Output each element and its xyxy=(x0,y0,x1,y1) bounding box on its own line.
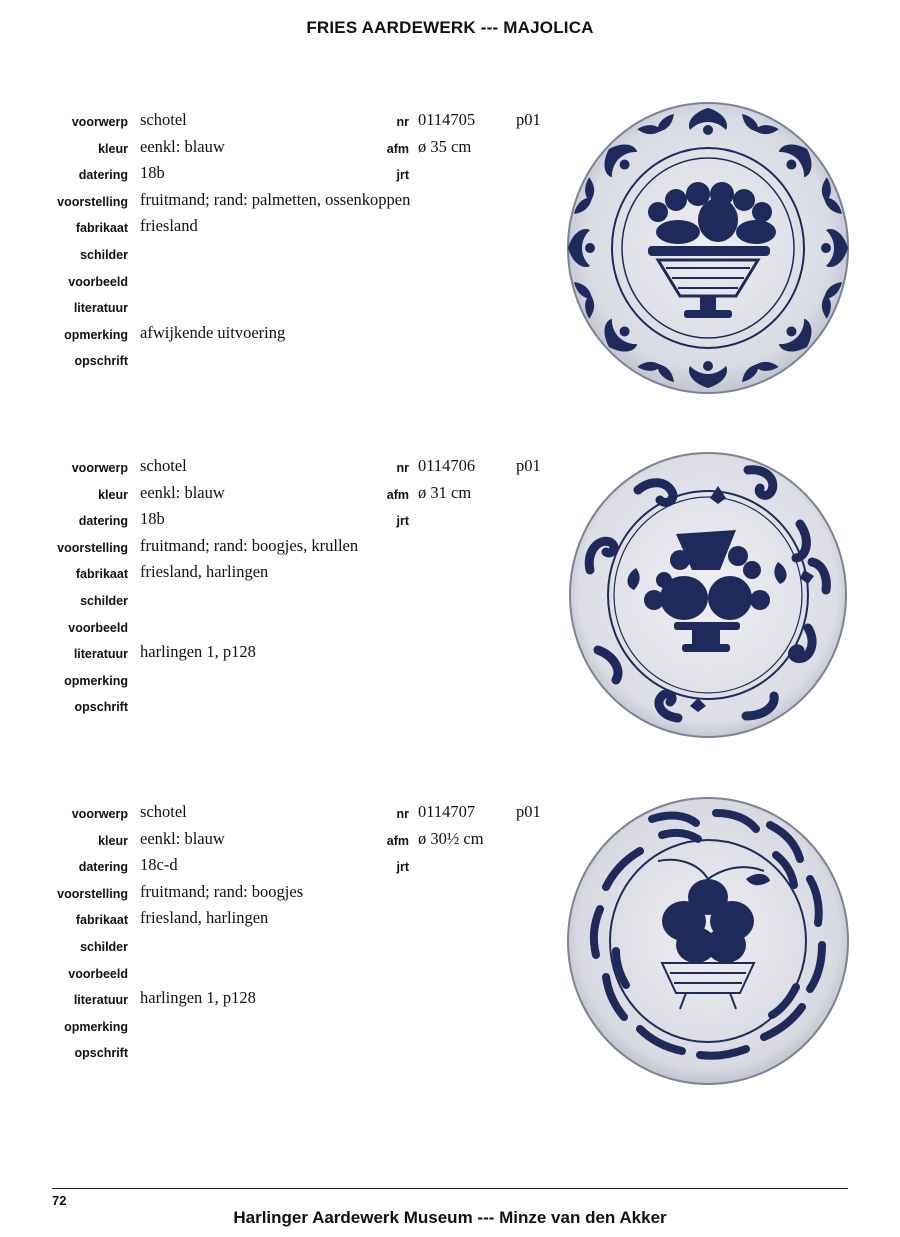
value-voorwerp: schotel xyxy=(140,456,187,475)
value-afm: ø 31 cm xyxy=(418,483,472,502)
label-fabrikaat: fabrikaat xyxy=(75,221,128,235)
label-opschrift: opschrift xyxy=(74,1046,128,1060)
page-number: 72 xyxy=(52,1193,67,1208)
value-voorstelling: fruitmand; rand: boogjes xyxy=(140,882,304,901)
label-schilder: schilder xyxy=(80,940,128,954)
value-voorstelling: fruitmand; rand: palmetten, ossenkoppen xyxy=(140,190,411,209)
label-kleur: kleur xyxy=(98,142,128,156)
label-fabrikaat: fabrikaat xyxy=(75,567,128,581)
label-datering: datering xyxy=(78,514,128,528)
value-datering: 18c-d xyxy=(140,855,178,874)
value-afm: ø 35 cm xyxy=(418,137,472,156)
label-voorbeeld: voorbeeld xyxy=(68,621,128,635)
label-opmerking: opmerking xyxy=(64,1020,128,1034)
value-literatuur: harlingen 1, p128 xyxy=(140,988,256,1007)
label-datering: datering xyxy=(78,168,128,182)
label-opschrift: opschrift xyxy=(74,354,128,368)
value-opmerking: afwijkende uitvoering xyxy=(140,323,286,342)
value-nr: 0114705 xyxy=(418,110,476,129)
value-voorwerp: schotel xyxy=(140,802,187,821)
value-kleur: eenkl: blauw xyxy=(140,137,225,156)
label-voorwerp: voorwerp xyxy=(71,115,128,129)
label-jrt: jrt xyxy=(396,514,409,528)
label-schilder: schilder xyxy=(80,248,128,262)
label-fabrikaat: fabrikaat xyxy=(75,913,128,927)
label-datering: datering xyxy=(78,860,128,874)
plate-photo-boogjes xyxy=(566,795,851,1087)
label-opschrift: opschrift xyxy=(74,700,128,714)
plate-photo-krullen xyxy=(568,450,850,740)
value-voorwerp: schotel xyxy=(140,110,187,129)
label-jrt: jrt xyxy=(396,860,409,874)
label-literatuur: literatuur xyxy=(73,993,128,1007)
plate-photo-palmetten xyxy=(566,100,851,395)
value-datering: 18b xyxy=(140,509,165,528)
label-jrt: jrt xyxy=(396,168,409,182)
label-afm: afm xyxy=(386,834,409,848)
label-voorbeeld: voorbeeld xyxy=(68,275,128,289)
footer-rule xyxy=(52,1188,848,1189)
label-kleur: kleur xyxy=(98,834,128,848)
label-nr: nr xyxy=(396,461,409,475)
value-afm: ø 30½ cm xyxy=(418,829,484,848)
label-afm: afm xyxy=(386,488,409,502)
value-nr: 0114706 xyxy=(418,456,476,475)
value-datering: 18b xyxy=(140,163,165,182)
value-voorstelling: fruitmand; rand: boogjes, krullen xyxy=(140,536,359,555)
label-voorbeeld: voorbeeld xyxy=(68,967,128,981)
page-footer: Harlinger Aardewerk Museum --- Minze van den Akker xyxy=(233,1208,667,1227)
value-fabrikaat: friesland, harlingen xyxy=(140,908,269,927)
value-page: p01 xyxy=(516,802,541,821)
value-kleur: eenkl: blauw xyxy=(140,829,225,848)
label-literatuur: literatuur xyxy=(73,301,128,315)
label-opmerking: opmerking xyxy=(64,328,128,342)
label-voorwerp: voorwerp xyxy=(71,807,128,821)
label-afm: afm xyxy=(386,142,409,156)
label-nr: nr xyxy=(396,115,409,129)
value-nr: 0114707 xyxy=(418,802,476,821)
label-voorstelling: voorstelling xyxy=(57,887,128,901)
label-schilder: schilder xyxy=(80,594,128,608)
label-nr: nr xyxy=(396,807,409,821)
label-voorstelling: voorstelling xyxy=(57,195,128,209)
value-page: p01 xyxy=(516,456,541,475)
label-voorwerp: voorwerp xyxy=(71,461,128,475)
value-kleur: eenkl: blauw xyxy=(140,483,225,502)
label-voorstelling: voorstelling xyxy=(57,541,128,555)
label-opmerking: opmerking xyxy=(64,674,128,688)
value-literatuur: harlingen 1, p128 xyxy=(140,642,256,661)
value-fabrikaat: friesland xyxy=(140,216,198,235)
label-literatuur: literatuur xyxy=(73,647,128,661)
page-title: FRIES AARDEWERK --- MAJOLICA xyxy=(306,18,594,37)
value-fabrikaat: friesland, harlingen xyxy=(140,562,269,581)
value-page: p01 xyxy=(516,110,541,129)
label-kleur: kleur xyxy=(98,488,128,502)
